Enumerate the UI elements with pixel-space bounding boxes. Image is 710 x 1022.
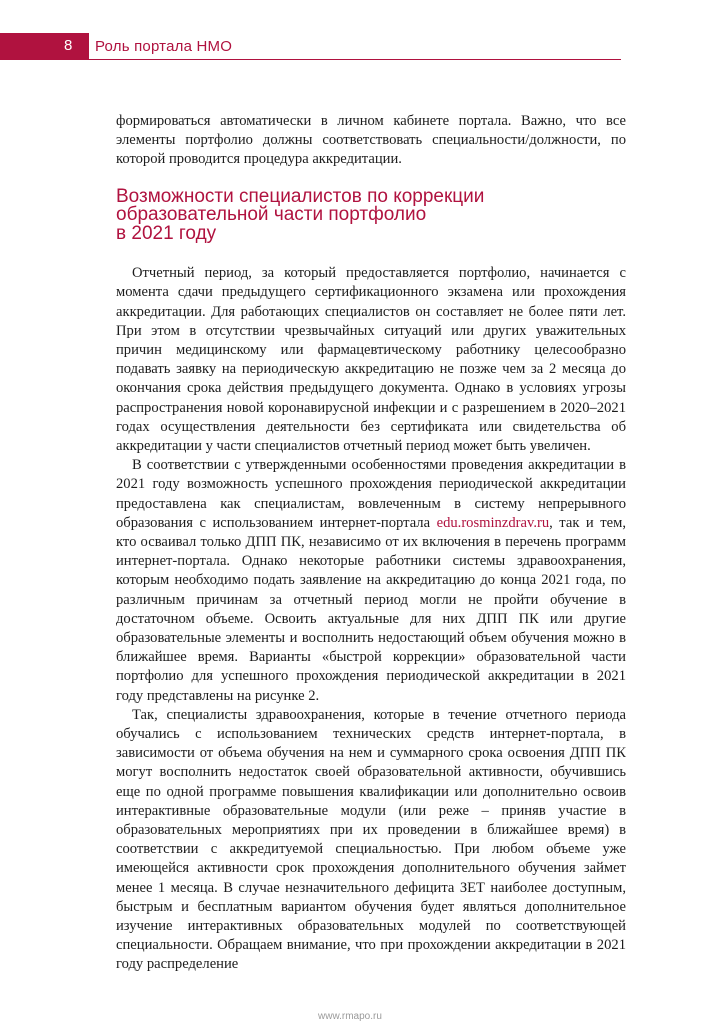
heading-line-1: Возможности специалистов по коррекции (116, 185, 485, 207)
intro-paragraph: формироваться автоматически в личном кабинете портала. Важно, что все элементы портфолио должны соответствовать специальности/должности, по которой проводится процедура аккредитации. (116, 113, 626, 168)
paragraph-text: , так и тем, кто осваивал только ДПП ПК, независимо от их включения в перечень программ интернет-портала. Однако некоторые работники системы здравоохранения, которым необходимо подать заявление на аккредитацию до конца 2021 года, по различным причинам за отчетный период могли не пройти обучение в достаточном объеме. Освоить актуальные для них ДПП ПК или другие образовательные элементы и восполнить недостающий объем обучения можно в ближайшее время. Варианты «быстрой коррекции» образовательной части портфолио для успешного прохождения периодической аккредитации в 2021 году представлены на рисунке 2. (116, 514, 626, 704)
paragraph-specialists-training: Так, специалисты здравоохранения, которые в течение отчетного периода обучались с использованием технических средств интернет-портала, в зависимости от объема обучения на нем и суммарного срока освоения ДПП ПК могут восполнить недостаток своей образовательной активности, обучившись еще по одной программе повышения квалификации или дополнительно освоив интерактивные образовательные модули (или реже – приняв участие в образовательных мероприятиях при их проведении в ближайшее время) в соответствии с аккредитуемой специальностью. При любом объеме уже имеющейся активности срок прохождения дополнительного обучения займет менее 1 месяца. В случае незначительного дефицита ЗЕТ наиболее доступным, быстрым и бесплатным вариантом обучения будет являться дополнительное изучение интерактивных образовательных модулей по соответствующей специальности. Обращаем внимание, что при прохождении аккредитации в 2021 году распределение (116, 706, 626, 973)
footer-url: www.rmapo.ru (318, 1011, 382, 1022)
heading-line-2: образовательной части портфолио (116, 204, 427, 226)
page-number-box (0, 33, 89, 60)
heading-line-3: в 2021 году (116, 222, 217, 244)
page-number: 8 (64, 37, 73, 54)
header-divider (89, 59, 621, 60)
page-body (116, 112, 626, 975)
portal-link[interactable]: edu.rosminzdrav.ru (436, 514, 550, 531)
paragraph-reporting-period: Отчетный период, за который предоставляется портфолио, начинается с момента сдачи предыдущего сертификационного экзамена или прохождения аккредитации. Для работающих специалистов он составляет не более пяти лет. При этом в отсутствии чрезвычайных ситуаций или других уважительных причин медицинскому или фармацевтическому работнику целесообразно подавать заявку на периодическую аккредитацию не позже чем за 2 месяца до окончания срока действия предыдущего документа. Однако в условиях угрозы распространения новой коронавирусной инфекции и с разрешением в 2020–2021 годах осуществления деятельности без сертификата или свидетельства об аккредитации у части специалистов отчетный период может быть увеличен. (116, 265, 626, 454)
page-header (0, 33, 710, 60)
running-section-title: Роль портала НМО (95, 38, 233, 55)
paragraph-text: В соответствии с утвержденными особенностями проведения аккредитации в 2021 году возможность успешного прохождения периодической аккредитации предоставлена как специалистам, вовлеченным в систему непрерывного образования с использованием интернет-портала (116, 457, 626, 531)
paragraph-accreditation-2021 (116, 456, 626, 706)
section-heading (116, 185, 516, 244)
